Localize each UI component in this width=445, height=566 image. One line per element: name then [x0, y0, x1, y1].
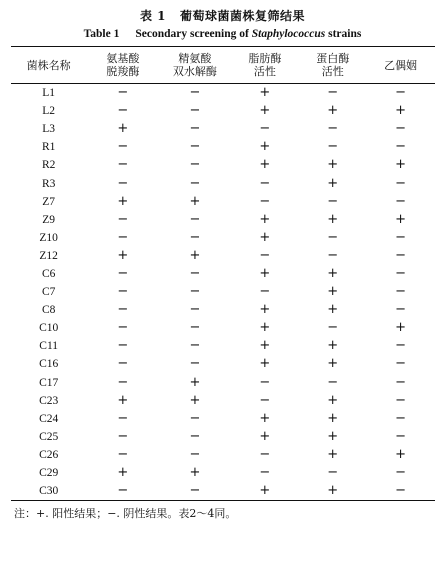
strain-name-cell: C23 [39, 394, 59, 407]
table-row [11, 410, 435, 428]
table-row [11, 355, 435, 373]
result-cell: + [327, 211, 339, 227]
result-cell: − [117, 428, 129, 444]
result-cell: − [395, 338, 407, 354]
strain-name-cell: R1 [41, 141, 56, 154]
result-cell: + [327, 175, 339, 191]
table-header [11, 47, 435, 84]
result-cell: − [189, 356, 201, 372]
result-cell: + [327, 356, 339, 372]
strain-name-cell: C6 [41, 267, 56, 280]
result-cell: − [395, 428, 407, 444]
result-cell: − [189, 175, 201, 191]
result-cell: − [327, 193, 339, 209]
table-row [11, 211, 435, 229]
table-row [11, 446, 435, 464]
result-cell: − [117, 338, 129, 354]
result-cell: − [259, 392, 271, 408]
result-cell: − [189, 428, 201, 444]
result-cell: − [395, 284, 407, 300]
result-cell: + [327, 338, 339, 354]
result-cell: − [189, 229, 201, 245]
result-cell: − [117, 320, 129, 336]
result-cell: + [189, 193, 201, 209]
table-row [11, 265, 435, 283]
result-cell: − [117, 157, 129, 173]
table-title-en [8, 26, 437, 42]
result-cell: + [189, 465, 201, 481]
table-row [11, 337, 435, 355]
result-cell: + [259, 338, 271, 354]
result-cell: + [259, 157, 271, 173]
result-cell: − [395, 193, 407, 209]
result-cell: − [259, 175, 271, 191]
result-cell: − [327, 85, 339, 101]
result-cell: − [395, 175, 407, 191]
result-cell: − [259, 247, 271, 263]
result-cell: + [117, 247, 129, 263]
result-cell: − [259, 465, 271, 481]
table-row [11, 374, 435, 392]
table-row [11, 464, 435, 482]
screening-results-table [11, 46, 435, 501]
result-cell: − [117, 265, 129, 281]
result-cell: + [327, 284, 339, 300]
result-cell: − [189, 157, 201, 173]
result-cell: − [117, 175, 129, 191]
header-line: 活性 [321, 65, 344, 78]
result-cell: + [259, 428, 271, 444]
strain-name-cell: L1 [42, 87, 56, 100]
result-cell: − [259, 284, 271, 300]
table-row [11, 283, 435, 301]
table-row [11, 120, 435, 138]
result-cell: − [327, 465, 339, 481]
result-cell: − [117, 374, 129, 390]
table-row [11, 174, 435, 192]
table-row [11, 482, 435, 501]
result-cell: + [259, 320, 271, 336]
result-cell: − [117, 446, 129, 462]
result-cell: − [327, 229, 339, 245]
result-cell: − [259, 374, 271, 390]
result-cell: + [395, 320, 407, 336]
strain-name-cell: C26 [39, 448, 59, 461]
result-cell: − [367, 482, 435, 501]
strain-name-cell: C7 [41, 286, 56, 299]
result-cell: − [117, 284, 129, 300]
result-cell: + [327, 428, 339, 444]
result-cell: + [327, 446, 339, 462]
result-cell: + [259, 302, 271, 318]
table-body [11, 84, 435, 501]
strain-name-cell: C16 [39, 358, 59, 371]
strain-name-cell: C30 [11, 482, 87, 501]
result-cell: + [259, 85, 271, 101]
header-line: 菌株名称 [26, 58, 71, 72]
result-cell: + [259, 103, 271, 119]
result-cell: − [395, 85, 407, 101]
result-cell: − [395, 139, 407, 155]
strain-name-cell: Z10 [39, 231, 58, 244]
strain-name-cell: C24 [39, 412, 59, 425]
result-cell: − [189, 410, 201, 426]
result-cell: − [259, 121, 271, 137]
result-cell: + [259, 211, 271, 227]
result-cell: − [259, 446, 271, 462]
result-cell: + [117, 392, 129, 408]
result-cell: − [395, 247, 407, 263]
header-lipase-activity [231, 47, 299, 84]
result-cell: − [159, 482, 231, 501]
strain-name-cell: Z9 [42, 213, 56, 226]
table-label-cn: 表 1 [139, 9, 166, 23]
table-footnote: 注：+. 阳性结果；−. 阴性结果。表2～4同。 [14, 507, 237, 521]
table-caption-en-prefix: Secondary screening of [135, 28, 249, 40]
result-cell: − [117, 85, 129, 101]
result-cell: − [189, 284, 201, 300]
result-cell: − [189, 446, 201, 462]
table-caption-en-suffix: strains [328, 28, 362, 40]
header-strain-name [11, 47, 87, 84]
header-line: 脱羧酶 [106, 65, 140, 78]
result-cell: − [189, 320, 201, 336]
result-cell: + [395, 103, 407, 119]
header-acetoin [367, 47, 435, 84]
strain-name-cell: C11 [39, 340, 59, 353]
result-cell: − [395, 229, 407, 245]
result-cell: + [117, 121, 129, 137]
result-cell: + [259, 139, 271, 155]
result-cell: − [327, 374, 339, 390]
strain-name-cell: C17 [39, 376, 59, 389]
result-cell: + [189, 247, 201, 263]
strain-name-cell: C8 [41, 304, 56, 317]
result-cell: + [231, 482, 299, 501]
result-cell: − [395, 121, 407, 137]
result-cell: − [87, 482, 159, 501]
header-line: 乙偶姻 [384, 58, 418, 72]
strain-name-cell: C10 [39, 322, 59, 335]
table-row [11, 156, 435, 174]
table-row [11, 229, 435, 247]
result-cell: − [189, 85, 201, 101]
result-cell: + [327, 103, 339, 119]
result-cell: + [117, 193, 129, 209]
strain-name-cell: Z7 [42, 195, 56, 208]
result-cell: + [299, 482, 367, 501]
result-cell: − [189, 338, 201, 354]
table-row [11, 301, 435, 319]
result-cell: − [189, 139, 201, 155]
result-cell: + [117, 465, 129, 481]
result-cell: − [189, 265, 201, 281]
header-line: 精氨酸 [178, 52, 212, 65]
result-cell: + [327, 157, 339, 173]
table-row [11, 193, 435, 211]
table-row [11, 428, 435, 446]
result-cell: + [327, 302, 339, 318]
header-arginine-dihydrolase [159, 47, 231, 84]
result-cell: − [189, 302, 201, 318]
table-row [11, 247, 435, 265]
result-cell: + [327, 265, 339, 281]
result-cell: + [395, 157, 407, 173]
result-cell: − [395, 374, 407, 390]
result-cell: − [117, 211, 129, 227]
strain-name-cell: L2 [42, 105, 56, 118]
result-cell: − [395, 392, 407, 408]
strain-name-cell: R3 [41, 177, 56, 190]
result-cell: + [259, 356, 271, 372]
strain-name-cell: L3 [42, 123, 56, 136]
result-cell: + [259, 410, 271, 426]
table-caption-cn: 葡萄球菌菌株复筛结果 [180, 9, 306, 23]
result-cell: + [327, 410, 339, 426]
result-cell: − [395, 265, 407, 281]
strain-name-cell: C25 [39, 430, 59, 443]
result-cell: − [117, 103, 129, 119]
strain-name-cell: Z12 [39, 249, 58, 262]
result-cell: − [327, 247, 339, 263]
header-line: 双水解酶 [172, 65, 217, 78]
result-cell: − [327, 320, 339, 336]
header-line: 氨基酸 [106, 52, 140, 65]
result-cell: + [327, 392, 339, 408]
header-line: 活性 [253, 65, 276, 78]
result-cell: − [117, 139, 129, 155]
header-protease-activity [299, 47, 367, 84]
result-cell: − [259, 193, 271, 209]
result-cell: − [189, 211, 201, 227]
table-label-en: Table 1 [83, 28, 120, 40]
table-row [11, 392, 435, 410]
result-cell: + [259, 229, 271, 245]
result-cell: − [117, 356, 129, 372]
table-row [11, 102, 435, 120]
header-row [11, 47, 435, 84]
result-cell: − [327, 121, 339, 137]
result-cell: + [395, 446, 407, 462]
strain-name-cell: R2 [41, 159, 56, 172]
strain-name-cell: C29 [39, 467, 59, 480]
result-cell: − [117, 410, 129, 426]
result-cell: + [189, 392, 201, 408]
header-line: 蛋白酶 [316, 52, 350, 65]
result-cell: − [189, 121, 201, 137]
result-cell: − [395, 302, 407, 318]
table-row [11, 138, 435, 156]
result-cell: + [395, 211, 407, 227]
result-cell: − [189, 103, 201, 119]
header-amino-acid-decarboxylase [87, 47, 159, 84]
table-row [11, 319, 435, 337]
result-cell: − [395, 465, 407, 481]
table-title-cn [8, 0, 437, 24]
header-line: 脂肪酶 [248, 52, 282, 65]
result-cell: + [189, 374, 201, 390]
result-cell: − [117, 229, 129, 245]
table-row [11, 84, 435, 103]
result-cell: − [327, 139, 339, 155]
result-cell: − [395, 356, 407, 372]
result-cell: − [395, 410, 407, 426]
result-cell: − [117, 302, 129, 318]
result-cell: + [259, 265, 271, 281]
table-caption-en-genus: Staphylococcus [251, 28, 326, 40]
